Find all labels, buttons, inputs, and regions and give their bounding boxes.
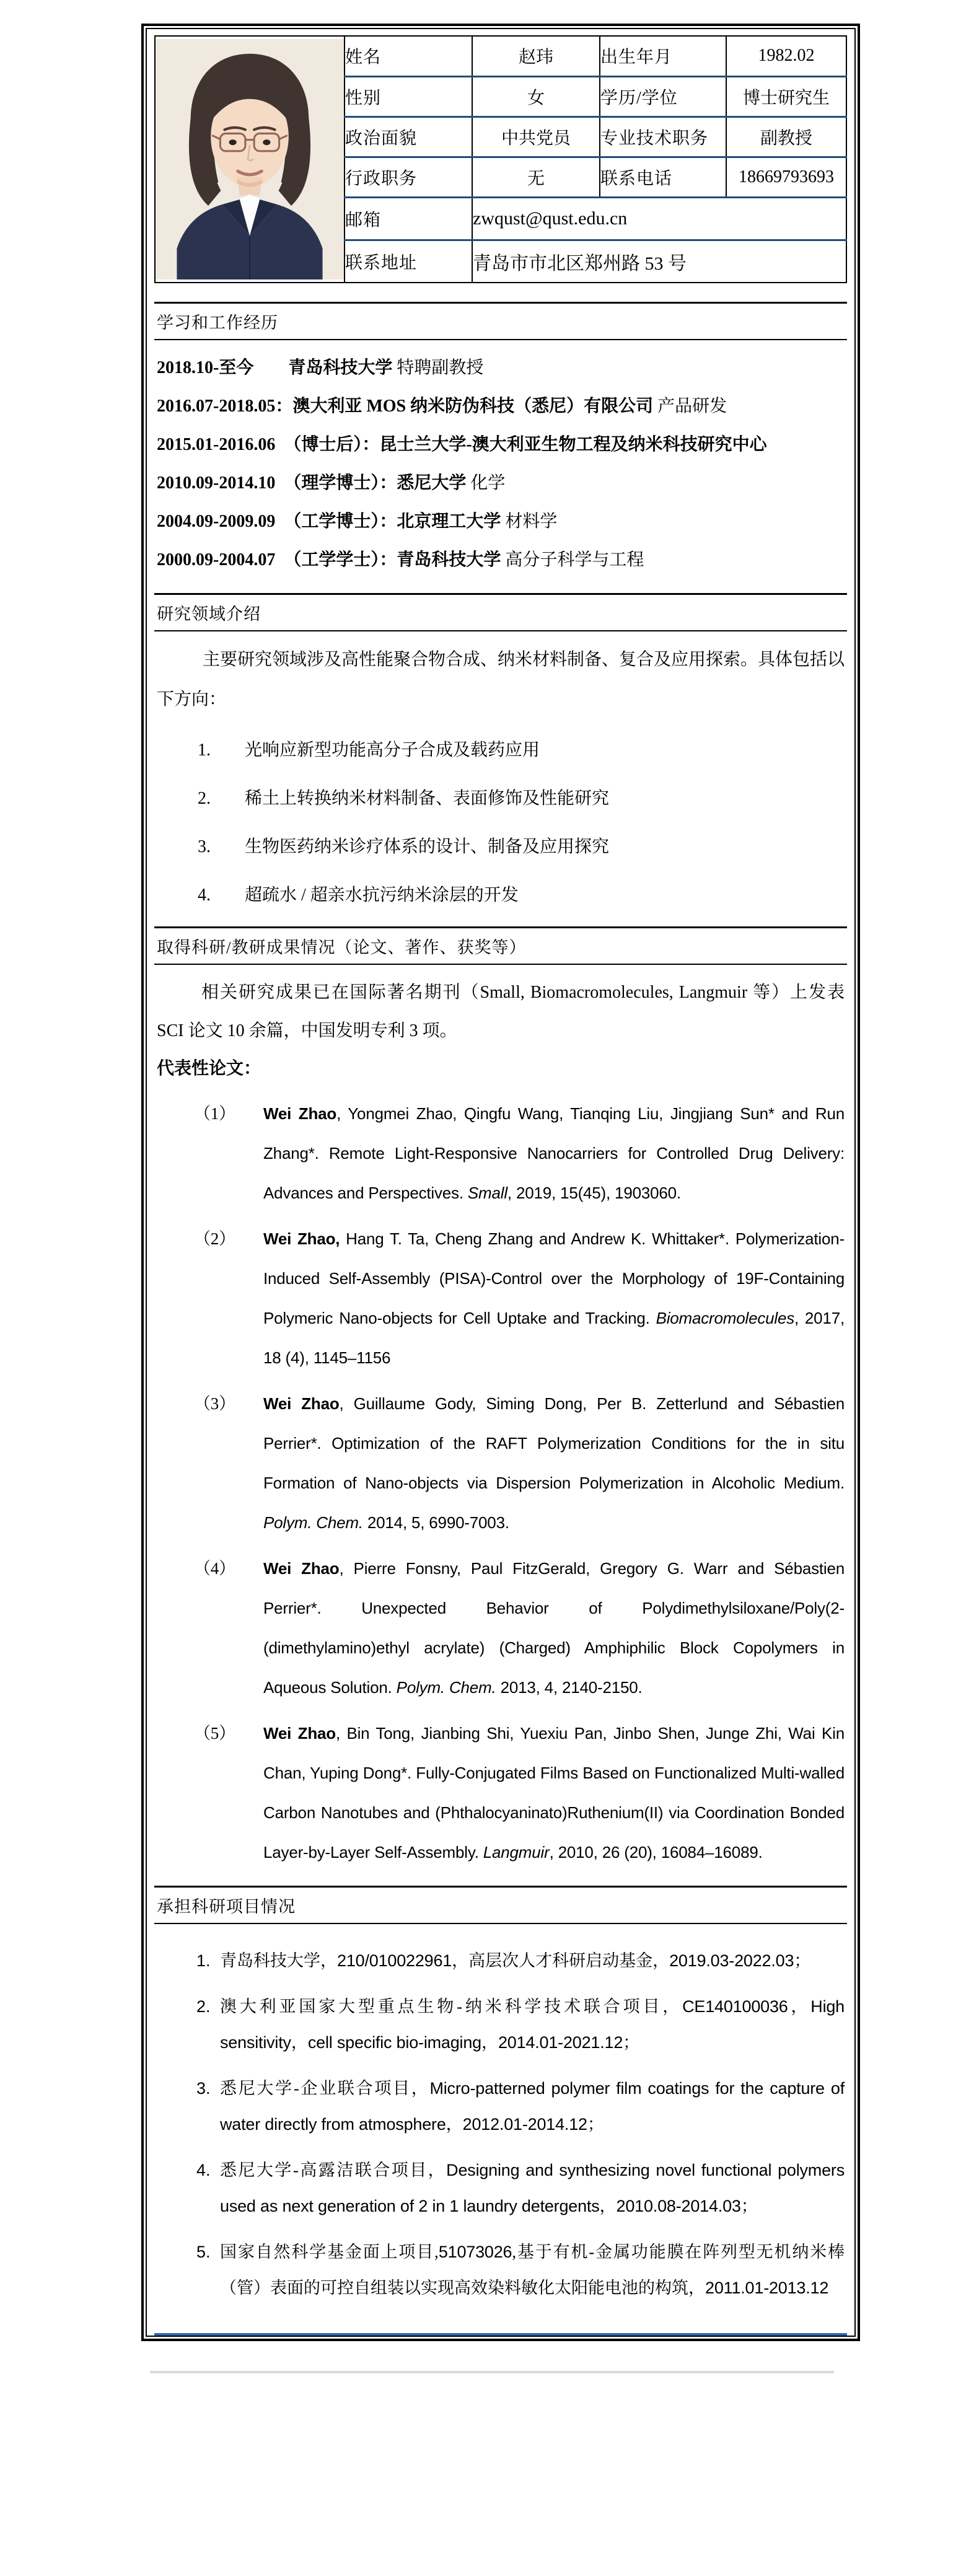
info-value-gender: 女 (472, 76, 600, 116)
publication-item (157, 1219, 845, 1378)
experience-item-period: 2016.07-2018.05：澳大利亚 MOS 纳米防伪科技（悉尼）有限公司 (157, 397, 658, 416)
publication-body: Hang T. Ta, Cheng Zhang and Andrew K. Whittaker*. Polymerization-Induced Self-Assembly (PISA)-Control over the Morphology of 19F-Containing Polymeric Nano-objects for Cell Uptake and Tracking. (263, 1229, 845, 1327)
publication-journal: Polym. Chem. (396, 1678, 496, 1697)
publication-author: Wei Zhao (263, 1394, 340, 1413)
publication-item (157, 1549, 845, 1707)
info-label-email: 邮箱 (345, 197, 472, 240)
info-value-address: 青岛市市北区郑州路 53 号 (472, 240, 846, 283)
publication-tail: 2013, 4, 2140-2150. (496, 1678, 643, 1697)
resume-sections (154, 302, 847, 2336)
experience-item-role: 特聘副教授 (397, 358, 484, 377)
info-label-address: 联系地址 (345, 240, 472, 283)
project-text: 2019.03-2022.03 (669, 1951, 794, 1970)
project-number: 5. (196, 2243, 211, 2261)
info-label-gender: 性别 (345, 76, 472, 116)
experience-item (157, 349, 845, 387)
research-item-number: 1. (198, 741, 211, 760)
publication-journal: Langmuir (483, 1843, 550, 1862)
project-text: CE140100036 (682, 1997, 788, 2016)
project-text: 2014.01-2021.12 (498, 2033, 623, 2052)
info-value-birth: 1982.02 (726, 36, 846, 76)
research-intro: 主要研究领域涉及高性能聚合物合成、纳米材料制备、复合及应用探索。具体包括以下方向： (157, 650, 845, 709)
project-text: ,基于有机-金属功能膜在阵列型无机纳米棒（管）表面的可控自组装以实现高效染料敏化太阳能电池的构筑， (220, 2243, 845, 2297)
project-item (157, 2070, 845, 2142)
research-item-text: 光响应新型功能高分子合成及载药应用 (245, 741, 540, 760)
project-item (157, 2152, 845, 2224)
achievements-subheading: 代表性论文： (157, 1059, 261, 1078)
info-value-degree: 博士研究生 (726, 76, 846, 116)
project-text: 2012.01-2014.12 (462, 2115, 587, 2134)
project-number: 3. (196, 2079, 211, 2098)
section-title-research: 研究领域介绍 (154, 593, 847, 631)
info-table (154, 35, 847, 283)
experience-item-role: 高分子科学与工程 (505, 550, 644, 569)
project-text: 51073026 (438, 2243, 512, 2261)
achievements-intro: 相关研究成果已在国际著名期刊（Small, Biomacromolecules, Langmuir 等）上发表 SCI 论文 10 余篇，中国发明专利 3 项。 (157, 983, 845, 1040)
profile-photo (156, 39, 344, 279)
research-item-number: 3. (198, 837, 211, 856)
project-text: ，高层次人才科研启动基金， (452, 1951, 670, 1970)
project-text: Micro-patterned polymer film coatings for the capture of water directly from atmosphere (220, 2079, 845, 2134)
publication-number: （3） (194, 1394, 235, 1413)
experience-item-period: 2015.01-2016.06 （博士后）：昆士兰大学-澳大利亚生物工程及纳米科技研究中心 (157, 435, 767, 454)
publication-body: , Pierre Fonsny, Paul FitzGerald, Gregory G. Warr and Sébastien Perrier*. Unexpected Behavior of Polydimethylsiloxane/Poly(2-(dimethylamino)ethyl acrylate) (Charged) Amphiphilic Block Copolymers in Aqueous Solution. (263, 1559, 845, 1697)
research-item (157, 878, 845, 913)
experience-item-period: 2010.09-2014.10 （理学博士）：悉尼大学 (157, 473, 471, 493)
experience-item-period: 2000.09-2004.07 （工学学士）：青岛科技大学 (157, 550, 506, 569)
section-title-achievements: 取得科研/教研成果情况（论文、著作、获奖等） (154, 926, 847, 965)
project-number: 4. (196, 2161, 211, 2179)
info-label-birth: 出生年月 (600, 36, 726, 76)
info-value-name: 赵玮 (472, 36, 600, 76)
experience-item (157, 387, 845, 426)
project-text: High sensitivity (220, 1997, 845, 2052)
research-item-text: 生物医药纳米诊疗体系的设计、制备及应用探究 (245, 837, 610, 856)
section-projects (154, 1924, 847, 2333)
experience-item-role: 化学 (470, 473, 506, 493)
info-label-name: 姓名 (345, 36, 472, 76)
publication-journal: Biomacromolecules (656, 1309, 795, 1327)
project-text: 青岛科技大学， (220, 1951, 337, 1970)
info-label-title: 专业技术职务 (600, 116, 726, 157)
info-label-degree: 学历/学位 (600, 76, 726, 116)
project-text: 悉尼大学-企业联合项目， (220, 2079, 430, 2098)
publication-author: Wei Zhao (263, 1104, 337, 1123)
project-number: 2. (196, 1997, 211, 2016)
research-item-text: 稀土上转换纳米材料制备、表面修饰及性能研究 (245, 789, 610, 808)
publication-item (157, 1713, 845, 1872)
section-title-projects: 承担科研项目情况 (154, 1886, 847, 1924)
experience-item (157, 503, 845, 541)
project-text: cell specific bio-imaging (307, 2033, 481, 2052)
publication-item (157, 1384, 845, 1542)
publication-author: Wei Zhao, (263, 1229, 340, 1248)
publication-author: Wei Zhao (263, 1559, 340, 1578)
publication-number: （2） (194, 1229, 235, 1248)
project-text: 2011.01-2013.12 (705, 2279, 829, 2297)
experience-item-period: 2018.10-至今 青岛科技大学 (157, 358, 397, 377)
project-text: ， (599, 2197, 617, 2215)
photo-cell (155, 36, 345, 283)
publication-item (157, 1094, 845, 1213)
research-item (157, 733, 845, 768)
info-value-political: 中共党员 (472, 116, 600, 157)
publication-number: （4） (194, 1559, 235, 1578)
project-text: ， (481, 2033, 498, 2052)
experience-item (157, 426, 845, 464)
experience-item-role: 产品研发 (657, 397, 727, 416)
research-item-number: 2. (198, 789, 211, 808)
info-label-political: 政治面貌 (345, 116, 472, 157)
info-value-email: zwqust@qust.edu.cn (472, 197, 846, 240)
research-item (157, 781, 845, 816)
experience-item (157, 541, 845, 579)
project-number: 1. (196, 1951, 211, 1970)
publication-number: （1） (194, 1104, 235, 1123)
project-item (157, 2234, 845, 2306)
project-text: ， (788, 1997, 811, 2016)
page-separator-rule (150, 2371, 834, 2373)
project-text: 210/010022961 (337, 1951, 452, 1970)
portrait-illustration (156, 39, 344, 279)
project-text: ， (446, 2115, 463, 2134)
experience-item (157, 464, 845, 503)
info-value-admin: 无 (472, 157, 600, 197)
publication-tail: , 2010, 26 (20), 16084–16089. (549, 1843, 763, 1862)
project-item (157, 1943, 845, 1979)
section-research (154, 631, 847, 926)
project-text: ； (623, 2033, 640, 2052)
project-text: ， (291, 2033, 308, 2052)
project-text: ； (587, 2115, 604, 2134)
publication-number: （5） (194, 1724, 235, 1743)
project-text: ； (740, 2197, 758, 2215)
experience-item-role: 材料学 (505, 512, 558, 531)
project-text: Designing and synthesizing novel functional polymers used as next generation of 2 in 1 laundry detergents (220, 2161, 845, 2215)
publication-author: Wei Zhao (263, 1724, 336, 1743)
info-value-phone: 18669793693 (726, 157, 846, 197)
project-text: ； (794, 1951, 811, 1970)
publication-journal: Polym. Chem. (263, 1513, 363, 1532)
project-item (157, 1989, 845, 2060)
publication-tail: , 2019, 15(45), 1903060. (507, 1184, 681, 1202)
info-label-phone: 联系电话 (600, 157, 726, 197)
section-experience (154, 340, 847, 593)
section-achievements (154, 965, 847, 1886)
info-label-admin: 行政职务 (345, 157, 472, 197)
research-item (157, 830, 845, 864)
research-item-text: 超疏水 / 超亲水抗污纳米涂层的开发 (245, 886, 519, 905)
resume-document-inner (146, 28, 856, 2337)
project-text: 2010.08-2014.03 (616, 2197, 741, 2215)
publication-journal: Small (467, 1184, 507, 1202)
publication-tail: 2014, 5, 6990-7003. (362, 1513, 509, 1532)
research-item-number: 4. (198, 886, 211, 905)
resume-document (141, 24, 860, 2341)
project-text: 澳大利亚国家大型重点生物-纳米科学技术联合项目， (220, 1997, 683, 2016)
publication-tail: , 2017, 18 (4), 1145–1156 (263, 1309, 845, 1367)
publication-body: , Guillaume Gody, Siming Dong, Per B. Zetterlund and Sébastien Perrier*. Optimization of the RAFT Polymerization Conditions for the in situ Formation of Nano-objects via Dispersion Polymerization in Alcoholic Medium. (263, 1394, 845, 1492)
section-title-experience: 学习和工作经历 (154, 302, 847, 340)
experience-item-period: 2004.09-2009.09 （工学博士）：北京理工大学 (157, 512, 506, 531)
project-text: 悉尼大学-高露洁联合项目， (220, 2161, 447, 2179)
info-value-title: 副教授 (726, 116, 846, 157)
publication-body: , Yongmei Zhao, Qingfu Wang, Tianqing Liu, Jingjiang Sun* and Run Zhang*. Remote Light-Responsive Nanocarriers for Controlled Drug Delivery: Advances and Perspectives. (263, 1104, 845, 1202)
publication-body: , Bin Tong, Jianbing Shi, Yuexiu Pan, Jinbo Shen, Junge Zhi, Wai Kin Chan, Yuping Dong*. Fully-Conjugated Films Based on Functionalized Multi-walled Carbon Nanotubes and (Phthalocyaninato)Ruthenium(II) via Coordination Bonded Layer-by-Layer Self-Assembly. (263, 1724, 845, 1862)
project-text: 国家自然科学基金面上项目, (220, 2243, 439, 2261)
